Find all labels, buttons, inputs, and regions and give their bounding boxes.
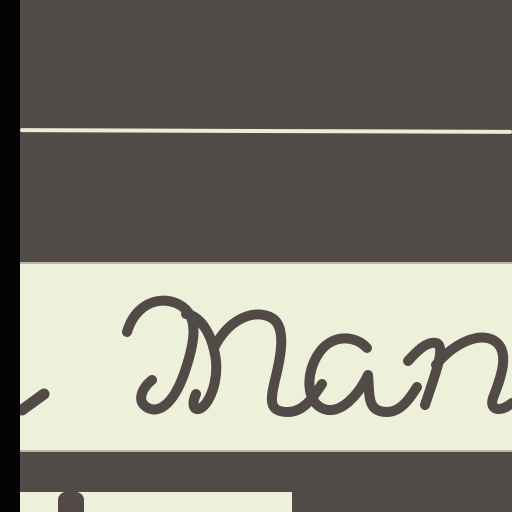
title-banner (20, 262, 512, 452)
dark-left-edge (0, 0, 20, 512)
script-title-logo (20, 262, 512, 452)
letter-m-right-stroke (214, 314, 322, 412)
lower-cream-strip (20, 492, 292, 512)
cropped-letter-fragment (22, 394, 44, 410)
cover-background (20, 0, 512, 512)
cropped-lower-mark (58, 492, 84, 512)
horizontal-rule-line (20, 128, 512, 134)
letter-a-script (309, 338, 417, 412)
letter-n-script (408, 338, 512, 409)
